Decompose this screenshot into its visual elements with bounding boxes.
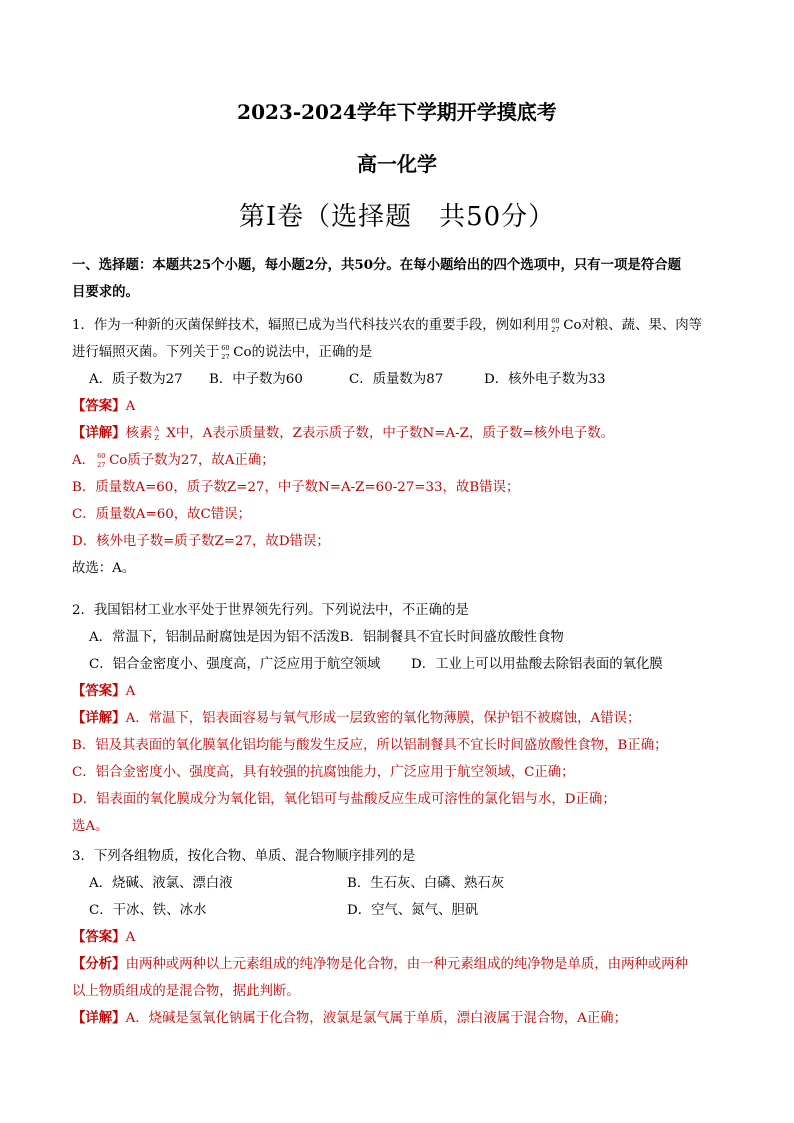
option-c: C．质量数为87 [349,372,444,387]
element-symbol: Co [109,453,128,468]
q1-stem-text: 1．作为一种新的灭菌保鲜技术，辐照已成为当代科技兴农的重要手段，例如利用 [72,318,550,333]
option-d: D．工业上可以用盐酸去除铝表面的氧化膜 [411,657,663,672]
section-title: 第I卷（选择题 共50分） [238,202,556,232]
detail-text: 中，A表示质量数，Z表示质子数，中子数N=A-Z，质子数=核外电子数。 [175,426,615,441]
q1-detail-b: B．质量数A=60，质子数Z=27，中子数N=A-Z=60-27=33，故B错误； [72,480,520,495]
instructions-line: 一、选择题：本题共25个小题，每小题2分，共50分。在每小题给出的四个选项中，只有一项是符合题 [72,257,681,273]
atomic-number: Z [154,433,159,442]
detail-tag: 【详解】 [72,425,126,441]
q2-answer [72,678,732,705]
q1-detail-d: D．核外电子数=质子数Z=27，故D错误； [72,534,330,549]
q1-detail [72,420,732,447]
q2-options-row [72,651,732,678]
nuclide-notation [219,343,233,361]
q2-detail-c: C．铝合金密度小、强度高，具有较强的抗腐蚀能力，广泛应用于航空领域，C正确； [72,765,575,780]
subject-title: 高一化学 [357,152,437,176]
q1-stem-text: 的说法中，正确的是 [251,345,373,360]
option-d: D．空气、氮气、胆矾 [347,903,479,918]
question-2 [72,597,732,840]
q1-conclusion: 故选：A。 [72,561,136,576]
nuclide-notation [152,424,166,442]
atomic-number: 27 [221,352,230,361]
detail-tag: 【详解】 [72,710,126,726]
detail-text: A． [72,453,96,468]
q2-detail-b: B．铝及其表面的氧化膜氧化铝均能与酸发生反应，所以铝制餐具不宜长时间盛放酸性食物，B正确； [72,738,668,753]
q1-stem-line [72,312,732,339]
mass-number: A [154,424,160,433]
q1-detail-a [72,447,732,474]
atomic-number: 27 [97,460,106,469]
mass-number: 60 [97,451,106,460]
instructions [72,252,732,306]
instructions-line: 目要求的。 [72,284,139,300]
detail-text: 核素 [125,426,153,441]
q2-detail [72,705,732,732]
q3-options-row [72,870,732,897]
q2-detail-d: D．铝表面的氧化膜成分为氧化铝，氧化铝可与盐酸反应生成可溶性的氯化铝与水，D正确； [72,792,616,807]
mass-number: 60 [221,343,230,352]
option-a: A．质子数为27 [89,372,183,387]
answer-value: A [125,930,136,945]
option-b: B．生石灰、白磷、熟石灰 [347,876,505,891]
answer-value: A [125,399,136,414]
element-symbol: Co [563,318,582,333]
detail-text: A．烧碱是氢氧化钠属于化合物，液氯是氯气属于单质，漂白液属于混合物，A正确； [125,1011,627,1026]
q3-detail [72,1005,732,1032]
q3-options-row [72,897,732,924]
q2-options-row: A．常温下，铝制品耐腐蚀是因为铝不活泼B．铝制餐具不宜长时间盛放酸性食物 [89,630,564,645]
q3-stem: 3．下列各组物质，按化合物、单质、混合物顺序排列的是 [72,849,416,864]
element-symbol: X [166,426,176,441]
answer-tag: 【答案】 [72,929,126,945]
option-d: D．核外电子数为33 [484,372,606,387]
answer-tag: 【答案】 [72,398,126,414]
mass-number: 60 [551,316,560,325]
q3-analysis [72,951,732,978]
q1-stem-line [72,339,732,366]
q3-analysis-cont: 以上物质组成的是混合物，据此判断。 [72,984,300,999]
q1-stem-text: 对粮、蔬、果、肉等 [581,318,703,333]
q2-stem: 2．我国铝材工业水平处于世界领先行列。下列说法中，不正确的是 [72,603,469,618]
answer-tag: 【答案】 [72,683,126,699]
detail-text: A．常温下，铝表面容易与氧气形成一层致密的氧化物薄膜，保护铝不被腐蚀，A错误； [125,711,641,726]
atomic-number: 27 [551,325,560,334]
q1-detail-c: C．质量数A=60，故C错误； [72,507,251,522]
option-c: C．铝合金密度小、强度高，广泛应用于航空领域 [89,657,381,672]
exam-title: 2023-2024学年下学期开学摸底考 [237,100,557,124]
nuclide-notation [95,451,109,469]
nuclide-notation [549,316,563,334]
question-3 [72,843,732,1032]
detail-tag: 【详解】 [72,1010,126,1026]
answer-value: A [125,684,136,699]
element-symbol: Co [233,345,252,360]
option-b: B．中子数为60 [209,372,303,387]
analysis-text: 由两种或两种以上元素组成的纯净物是化合物，由一种元素组成的纯净物是单质，由两种或两种 [125,957,688,972]
q1-stem-text: 进行辐照灭菌。下列关于 [72,345,220,360]
option-a: A．烧碱、液氯、漂白液 [89,876,233,891]
q3-answer [72,924,732,951]
question-1 [72,312,732,582]
analysis-tag: 【分析】 [72,956,126,972]
option-c: C．干冰、铁、冰水 [89,903,207,918]
q1-answer [72,393,732,420]
q2-conclusion: 选A。 [72,819,109,834]
q1-options [72,366,732,393]
detail-text: 质子数为27，故A正确； [127,453,275,468]
